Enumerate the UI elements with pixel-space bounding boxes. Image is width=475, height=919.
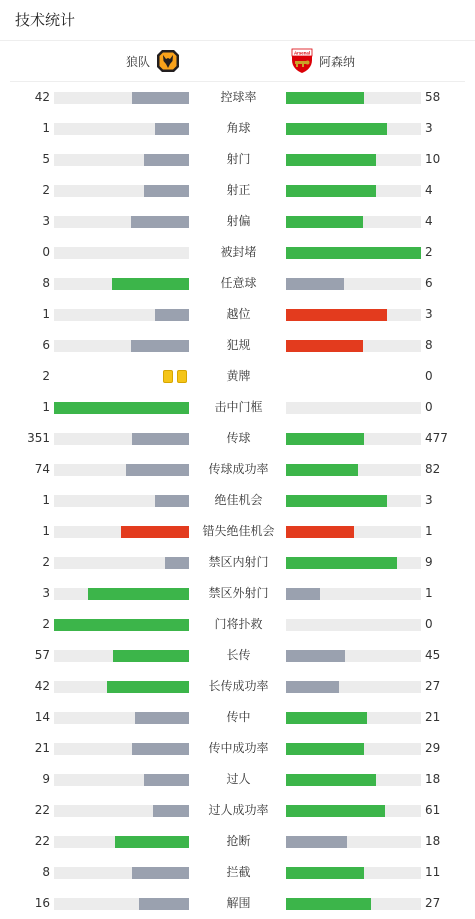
stat-row	[0, 733, 475, 764]
home-bar-track	[54, 433, 189, 445]
away-value: 18	[425, 834, 441, 848]
home-bar-track	[54, 92, 189, 104]
away-value: 29	[425, 741, 441, 755]
home-bar-track	[54, 557, 189, 569]
home-value: 57	[34, 648, 50, 662]
away-value: 18	[425, 772, 441, 786]
away-bar-track	[286, 216, 421, 228]
home-value: 2	[42, 369, 50, 383]
away-value: 27	[425, 896, 441, 910]
away-bar-fill	[286, 92, 364, 104]
stat-row	[0, 795, 475, 826]
away-bar-track	[286, 278, 421, 290]
home-bar-track	[54, 247, 189, 259]
stat-row	[0, 82, 475, 113]
away-bar-track	[286, 154, 421, 166]
home-bar-track	[54, 340, 189, 352]
stat-row	[0, 361, 475, 392]
away-bar-fill	[286, 774, 376, 786]
stat-row	[0, 423, 475, 454]
stat-label: 禁区内射门	[208, 555, 269, 569]
away-value: 61	[425, 803, 441, 817]
home-value: 8	[42, 865, 50, 879]
home-bar-fill	[88, 588, 189, 600]
away-bar-track	[286, 588, 421, 600]
stat-label: 控球率	[220, 90, 257, 104]
home-bar-track	[54, 712, 189, 724]
away-bar-fill	[286, 340, 363, 352]
home-bar-fill	[132, 743, 189, 755]
stat-row	[0, 547, 475, 578]
away-bar-track	[286, 526, 421, 538]
stat-row	[0, 764, 475, 795]
home-value: 1	[42, 524, 50, 538]
home-bar-fill	[153, 805, 189, 817]
home-bar-fill	[155, 495, 189, 507]
stat-row	[0, 516, 475, 547]
stat-label: 传中成功率	[208, 741, 269, 755]
stat-row	[0, 640, 475, 671]
home-bar-track	[54, 185, 189, 197]
away-value: 0	[425, 369, 433, 383]
stat-label: 任意球	[220, 276, 257, 290]
stat-label: 越位	[226, 307, 251, 321]
away-bar-fill	[286, 712, 367, 724]
home-bar-fill	[144, 774, 189, 786]
home-bar-fill	[113, 650, 189, 662]
away-bar-track	[286, 712, 421, 724]
yellow-card-icon	[163, 370, 173, 383]
away-value: 4	[425, 183, 433, 197]
home-value: 1	[42, 121, 50, 135]
home-bar-track	[54, 154, 189, 166]
home-bar-track	[54, 309, 189, 321]
home-bar-fill	[139, 898, 189, 910]
away-bar-fill	[286, 526, 354, 538]
stat-label: 拦截	[226, 865, 251, 879]
home-value: 3	[42, 586, 50, 600]
away-bar-fill	[286, 805, 385, 817]
away-bar-fill	[286, 154, 376, 166]
stat-row	[0, 826, 475, 857]
stat-row	[0, 857, 475, 888]
away-value: 21	[425, 710, 441, 724]
away-bar-fill	[286, 216, 363, 228]
home-value: 0	[42, 245, 50, 259]
away-bar-track	[286, 402, 421, 414]
away-bar-track	[286, 464, 421, 476]
stat-label: 被封堵	[220, 245, 257, 259]
home-bar-fill	[144, 185, 189, 197]
stat-label: 击中门框	[214, 400, 263, 414]
stat-row	[0, 702, 475, 733]
away-bar-track	[286, 185, 421, 197]
wolves-badge-icon	[156, 49, 180, 73]
away-bar-track	[286, 805, 421, 817]
home-value: 1	[42, 400, 50, 414]
stat-label: 长传成功率	[208, 679, 269, 693]
home-bar-fill	[132, 92, 189, 104]
away-bar-track	[286, 650, 421, 662]
home-bar-fill	[135, 712, 189, 724]
away-bar-fill	[286, 495, 387, 507]
away-bar-track	[286, 247, 421, 259]
stat-row	[0, 237, 475, 268]
away-bar-fill	[286, 650, 345, 662]
stat-label: 射偏	[226, 214, 251, 228]
home-bar-fill	[144, 154, 189, 166]
away-value: 0	[425, 400, 433, 414]
stat-label: 长传	[226, 648, 251, 662]
away-bar-track	[286, 123, 421, 135]
away-bar-fill	[286, 464, 358, 476]
home-value: 351	[27, 431, 50, 445]
away-bar-track	[286, 433, 421, 445]
stat-row	[0, 578, 475, 609]
home-bar-track	[54, 681, 189, 693]
away-bar-fill	[286, 557, 397, 569]
stat-label: 门将扑救	[214, 617, 263, 631]
home-bar-track	[54, 588, 189, 600]
home-value: 2	[42, 617, 50, 631]
home-bar-track	[54, 526, 189, 538]
away-value: 1	[425, 586, 433, 600]
yellow-cards	[163, 370, 187, 384]
home-bar-track	[54, 619, 189, 631]
svg-text:Arsenal: Arsenal	[293, 50, 311, 56]
away-bar-fill	[286, 836, 347, 848]
home-bar-track	[54, 867, 189, 879]
home-value: 42	[34, 90, 50, 104]
stat-label: 射正	[226, 183, 251, 197]
stat-row	[0, 609, 475, 640]
away-value: 0	[425, 617, 433, 631]
stat-label: 传中	[226, 710, 251, 724]
home-bar-fill	[107, 681, 189, 693]
home-bar-track	[54, 743, 189, 755]
away-value: 9	[425, 555, 433, 569]
home-bar-fill	[126, 464, 189, 476]
stat-label: 传球	[226, 431, 251, 445]
away-bar-track	[286, 867, 421, 879]
arsenal-badge-icon	[291, 48, 313, 74]
away-bar-fill	[286, 433, 364, 445]
home-value: 42	[34, 679, 50, 693]
home-bar-track	[54, 216, 189, 228]
away-bar-track	[286, 92, 421, 104]
away-bar-track	[286, 743, 421, 755]
home-value: 3	[42, 214, 50, 228]
home-bar-fill	[132, 867, 189, 879]
home-bar-fill	[115, 836, 189, 848]
home-value: 22	[34, 834, 50, 848]
away-bar-track	[286, 309, 421, 321]
home-value: 5	[42, 152, 50, 166]
away-value: 27	[425, 679, 441, 693]
away-value: 10	[425, 152, 441, 166]
home-bar-track	[54, 898, 189, 910]
stat-label: 绝佳机会	[214, 493, 263, 507]
stat-row	[0, 268, 475, 299]
home-value: 2	[42, 183, 50, 197]
away-bar-track	[286, 340, 421, 352]
stat-label: 禁区外射门	[208, 586, 269, 600]
away-value: 58	[425, 90, 441, 104]
away-value: 11	[425, 865, 441, 879]
away-bar-track	[286, 681, 421, 693]
home-bar-fill	[155, 309, 189, 321]
home-bar-track	[54, 650, 189, 662]
away-value: 1	[425, 524, 433, 538]
away-bar-fill	[286, 309, 387, 321]
home-bar-fill	[132, 433, 189, 445]
teams-header	[10, 41, 465, 82]
home-value: 74	[34, 462, 50, 476]
away-bar-fill	[286, 278, 344, 290]
home-value: 8	[42, 276, 50, 290]
home-value: 14	[34, 710, 50, 724]
home-team[interactable]	[126, 41, 180, 81]
stats-list	[0, 82, 475, 919]
stat-row	[0, 113, 475, 144]
home-bar-track	[54, 402, 189, 414]
stat-label: 错失绝佳机会	[202, 524, 275, 538]
home-bar-fill	[121, 526, 189, 538]
away-value: 3	[425, 307, 433, 321]
home-bar-fill	[112, 278, 189, 290]
stat-row	[0, 299, 475, 330]
stat-label: 传球成功率	[208, 462, 269, 476]
stat-row	[0, 671, 475, 702]
away-value: 82	[425, 462, 441, 476]
away-bar-fill	[286, 681, 339, 693]
away-bar-fill	[286, 247, 421, 259]
away-bar-track	[286, 774, 421, 786]
home-bar-track	[54, 464, 189, 476]
away-bar-fill	[286, 588, 320, 600]
away-value: 3	[425, 121, 433, 135]
away-value: 477	[425, 431, 448, 445]
away-bar-fill	[286, 123, 387, 135]
home-value: 16	[34, 896, 50, 910]
yellow-card-icon	[177, 370, 187, 383]
home-value: 9	[42, 772, 50, 786]
home-bar-fill	[165, 557, 189, 569]
home-bar-track	[54, 278, 189, 290]
stat-row	[0, 888, 475, 919]
stat-label: 解围	[226, 896, 251, 910]
away-value: 4	[425, 214, 433, 228]
away-team[interactable]	[291, 41, 355, 81]
home-bar-fill	[54, 402, 189, 414]
home-value: 6	[42, 338, 50, 352]
stat-label: 黄牌	[226, 369, 251, 383]
away-bar-track	[286, 619, 421, 631]
away-bar-fill	[286, 867, 364, 879]
away-bar-fill	[286, 743, 364, 755]
home-bar-fill	[131, 340, 189, 352]
stat-label: 角球	[226, 121, 251, 135]
home-bar-track	[54, 805, 189, 817]
away-bar-track	[286, 836, 421, 848]
away-bar-fill	[286, 185, 376, 197]
home-team-name: 狼队	[125, 54, 150, 69]
home-bar-track	[54, 495, 189, 507]
home-value: 2	[42, 555, 50, 569]
away-bar-track	[286, 898, 421, 910]
stat-label: 抢断	[226, 834, 251, 848]
stat-row	[0, 485, 475, 516]
stat-label: 过人	[226, 772, 251, 786]
away-bar-fill	[286, 898, 371, 910]
away-team-name: 阿森纳	[319, 54, 356, 69]
home-bar-track	[54, 774, 189, 786]
home-bar-fill	[54, 619, 189, 631]
away-value: 8	[425, 338, 433, 352]
stat-row	[0, 392, 475, 423]
away-bar-track	[286, 495, 421, 507]
stat-label: 射门	[226, 152, 251, 166]
home-bar-fill	[155, 123, 189, 135]
stat-row	[0, 454, 475, 485]
stat-label: 过人成功率	[208, 803, 269, 817]
stat-row	[0, 330, 475, 361]
home-value: 1	[42, 307, 50, 321]
stat-row	[0, 206, 475, 237]
home-value: 22	[34, 803, 50, 817]
home-bar-track	[54, 123, 189, 135]
home-bar-track	[54, 836, 189, 848]
home-value: 21	[34, 741, 50, 755]
page-title: 技术统计	[0, 0, 475, 41]
away-value: 6	[425, 276, 433, 290]
stat-label: 犯规	[226, 338, 251, 352]
home-value: 1	[42, 493, 50, 507]
away-value: 45	[425, 648, 441, 662]
away-value: 2	[425, 245, 433, 259]
stat-row	[0, 175, 475, 206]
away-value: 3	[425, 493, 433, 507]
stat-row	[0, 144, 475, 175]
away-bar-track	[286, 557, 421, 569]
home-bar-fill	[131, 216, 189, 228]
